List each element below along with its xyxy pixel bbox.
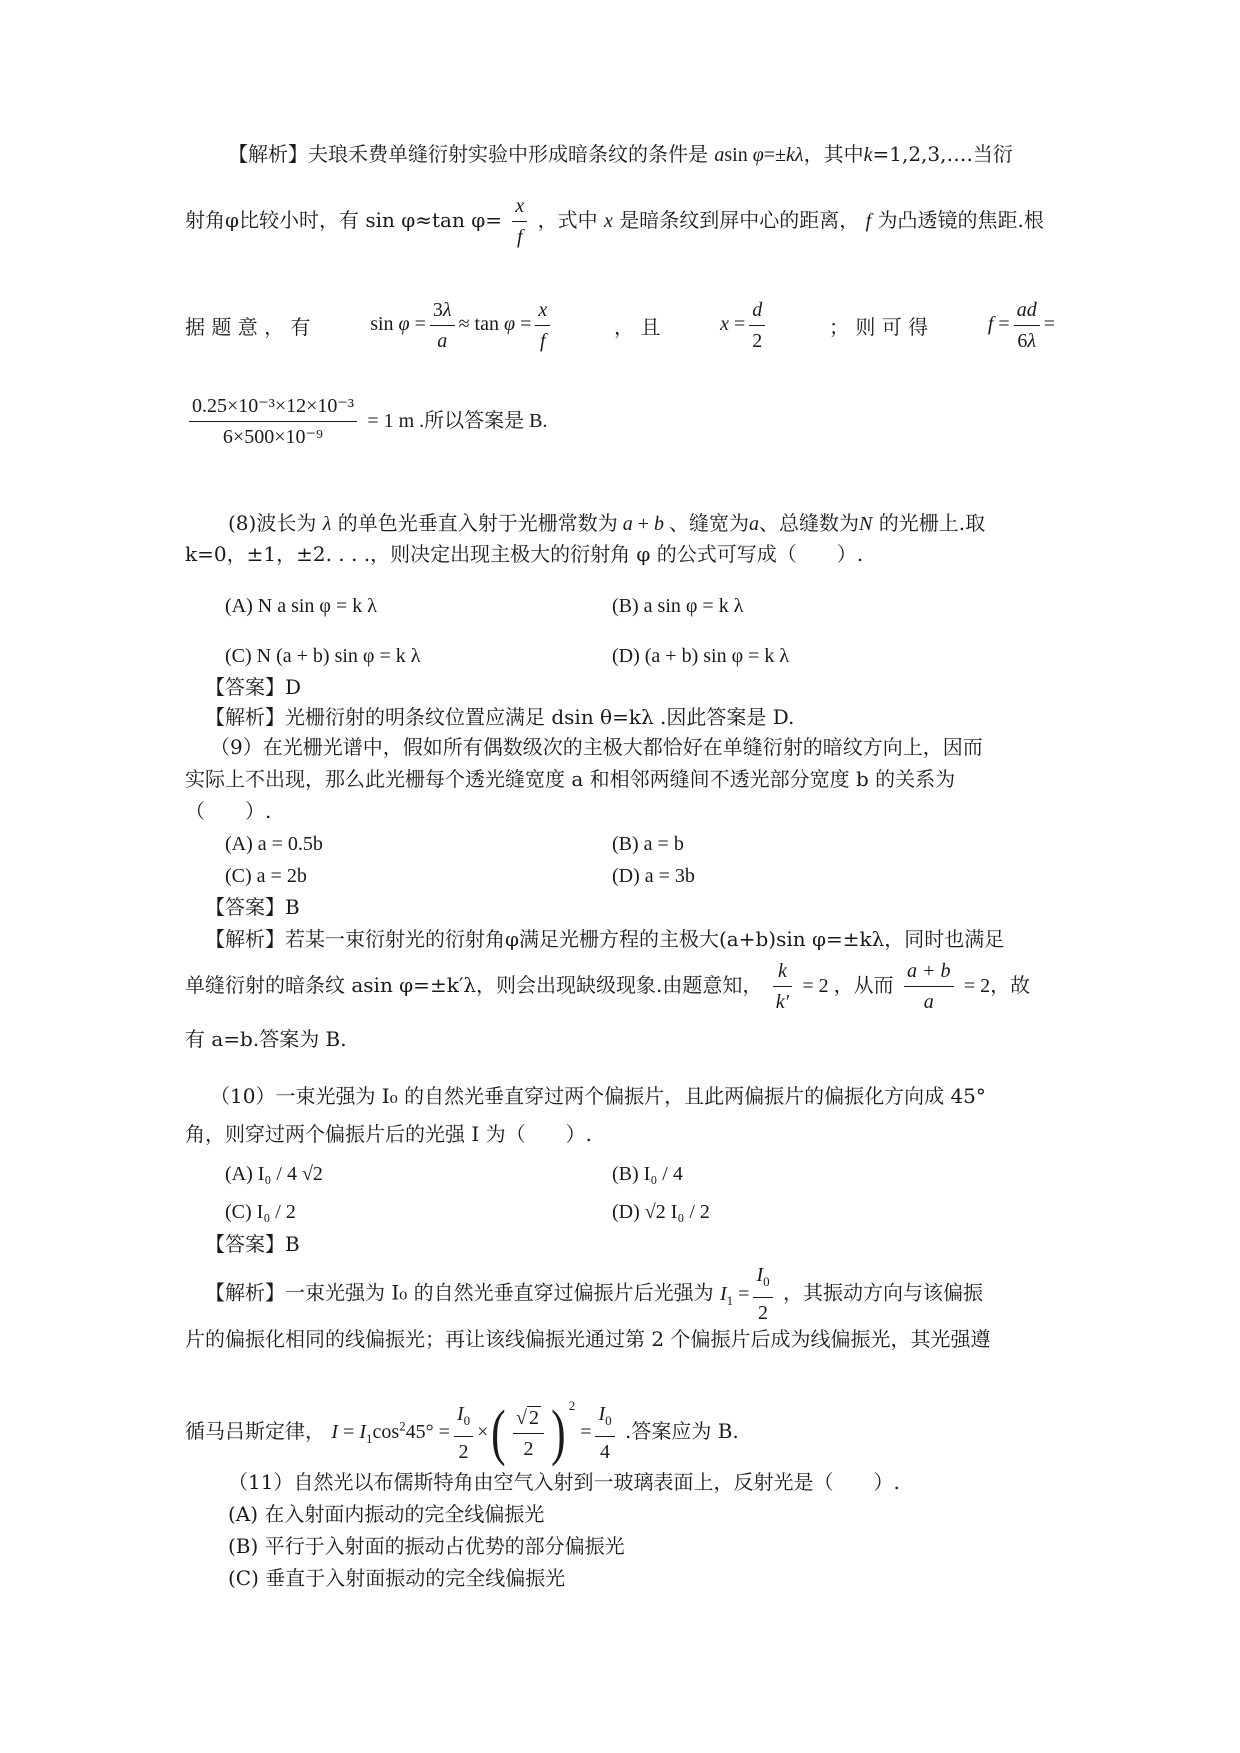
text: 据 题 意 ， 有 (185, 314, 311, 339)
math-dark-fringe-condition: a (714, 144, 725, 166)
text: 【解析】夫琅禾费单缝衍射实验中形成暗条纹的条件是 (228, 142, 708, 166)
fraction-ab-over-a: $\frac{a + b}{a}$ (904, 956, 954, 1017)
fraction-k-over-kprime: $\frac{k}{k'}$ (773, 956, 792, 1017)
math-sin-tan-approx: sin φ = $\frac{3\lambda}{a}$ ≈ tan φ = $\frac{x}{f}$ (370, 295, 554, 356)
question-9-option-b: (B) a = b (612, 833, 684, 855)
question-11-option-b: (B) 平行于入射面的振动占优势的部分偏振光 (228, 1534, 625, 1558)
fraction-numeric-result: $\frac{\text{0.25×10⁻³×12×10⁻³}}{\text{6×500×10⁻⁹}}$ (189, 391, 357, 452)
question-10-analysis-line-1: 【解析】一束光强为 I₀ 的自然光垂直穿过偏振片后光强为 $I_1$ = $\frac{I_0}{2}$ ，其振动方向与该偏振 (205, 1260, 983, 1331)
question-10-analysis-line-3: 循马吕斯定律， $I = I_1\cos^245^\circ$ = $\frac{I_0}{2}$ ×( $\frac{√ 2}{2}$ ) $^2$ = $\frac{I_0}{4}$ .答案应为 B. (185, 1398, 739, 1468)
question-10-option-a: (A) I₀ / 4 √2 (225, 1163, 323, 1185)
question-10-line-1: （10）一束光强为 I₀ 的自然光垂直穿过两个偏振片，且此两偏振片的偏振化方向成 45° (210, 1084, 986, 1108)
text: ，式中 (537, 208, 598, 232)
analysis-7-line-2: 射角φ比较小时，有 sin φ≈tan φ= $\frac{x}{f}$ ，式中 x 是暗条纹到屏中心的距离， f 为凸透镜的焦距.根 (185, 190, 1044, 252)
question-8-analysis: 【解析】光栅衍射的明条纹位置应满足 dsin θ=kλ .因此答案是 D. (205, 705, 795, 729)
analysis-7-line-1: 【解析】夫琅禾费单缝衍射实验中形成暗条纹的条件是 asin φ=±kλ，其中k=1,2,3,….当衍 (228, 142, 1013, 166)
question-11-option-a: (A) 在入射面内振动的完全线偏振光 (228, 1502, 545, 1526)
question-8-option-c: (C) N (a + b) sin φ = k λ (225, 645, 421, 667)
text: 射角φ比较小时，有 sin φ≈tan φ= (185, 208, 502, 232)
question-9-option-d: (D) a = 3b (612, 865, 695, 887)
question-10-option-c: (C) I₀ / 2 (225, 1201, 296, 1223)
question-9-analysis-line-3: 有 a=b.答案为 B. (185, 1027, 347, 1051)
question-11-option-c: (C) 垂直于入射面振动的完全线偏振光 (228, 1566, 566, 1590)
math-malus-law: $I = I_1\cos^245^\circ$ = $\frac{I_0}{2}$ ×( $\frac{√ 2}{2}$ ) $^2$ = $\frac{I_0}{4}$ (331, 1421, 618, 1443)
question-10-line-2: 角，则穿过两个偏振片后的光强 I 为（ ）. (185, 1122, 592, 1146)
text: k (863, 144, 873, 166)
question-9-line-3: （ ）. (185, 799, 272, 823)
question-9-analysis-line-1: 【解析】若某一束衍射光的衍射角φ满足光栅方程的主极大(a+b)sin φ=±kλ，同时也满足 (205, 927, 1005, 951)
text: ，其中 (803, 142, 864, 166)
question-10-option-b: (B) I₀ / 4 (612, 1163, 683, 1185)
text: 是暗条纹到屏中心的距离， (619, 208, 860, 232)
question-11-line-1: （11）自然光以布儒斯特角由空气入射到一玻璃表面上，反射光是（ ）. (228, 1470, 900, 1494)
text: ； 则 可 得 (829, 314, 929, 339)
question-9-line-2: 实际上不出现，那么此光栅每个透光缝宽度 a 和相邻两缝间不透光部分宽度 b 的关系为 (185, 767, 956, 791)
text: = 1 m .所以答案是 B. (367, 410, 548, 432)
question-8-option-b: (B) a sin φ = k λ (612, 595, 744, 617)
text: ， 且 (613, 314, 661, 339)
question-8-option-d: (D) (a + b) sin φ = k λ (612, 645, 790, 667)
fraction-i0-over-2: $\frac{I_0}{2}$ (753, 1260, 772, 1328)
question-9-option-c: (C) a = 2b (225, 865, 307, 887)
question-9-line-1: （9）在光栅光谱中，假如所有偶数级次的主极大都恰好在单缝衍射的暗纹方向上，因而 (210, 735, 983, 759)
analysis-7-line-3 (185, 295, 1055, 355)
question-9-analysis-line-2: 单缝衍射的暗条纹 asin φ=±k′λ，则会出现缺级现象.由题意知， $\frac{k}{k'}$ = 2 ，从而 $\frac{a + b}{a}$ = 2，故 (185, 955, 1030, 1017)
question-8-line-2: k=0，±1，±2. . . .，则决定出现主极大的衍射角 φ 的公式可写成（ ）. (185, 542, 864, 566)
text: =1,2,3,….当衍 (872, 142, 1013, 166)
text: 为凸透镜的焦距.根 (877, 208, 1044, 232)
question-8-answer: 【答案】D (205, 675, 302, 699)
question-9-answer: 【答案】B (205, 895, 300, 919)
question-8-line-1: (8)波长为 λ 的单色光垂直入射于光栅常数为 a + b 、缝宽为a、总缝数为N 的光栅上.取 (228, 511, 986, 535)
question-10-option-d: (D) √2 I₀ / 2 (612, 1201, 710, 1223)
question-8-option-a: (A) N a sin φ = k λ (225, 595, 377, 617)
math-f-formula: f = $\frac{ad}{6\lambda}$ = (988, 295, 1055, 356)
question-10-answer: 【答案】B (205, 1232, 300, 1256)
fraction-x-over-f: $\frac{x}{f}$ (512, 191, 527, 252)
question-9-option-a: (A) a = 0.5b (225, 833, 323, 855)
analysis-7-line-4 (185, 390, 548, 452)
question-10-analysis-line-2: 片的偏振化相同的线偏振光；再让该线偏振光通过第 2 个偏振片后成为线偏振光，其光强遵 (185, 1327, 991, 1351)
math-x-equals-d-half: x = $\frac{d}{2}$ (720, 295, 769, 356)
